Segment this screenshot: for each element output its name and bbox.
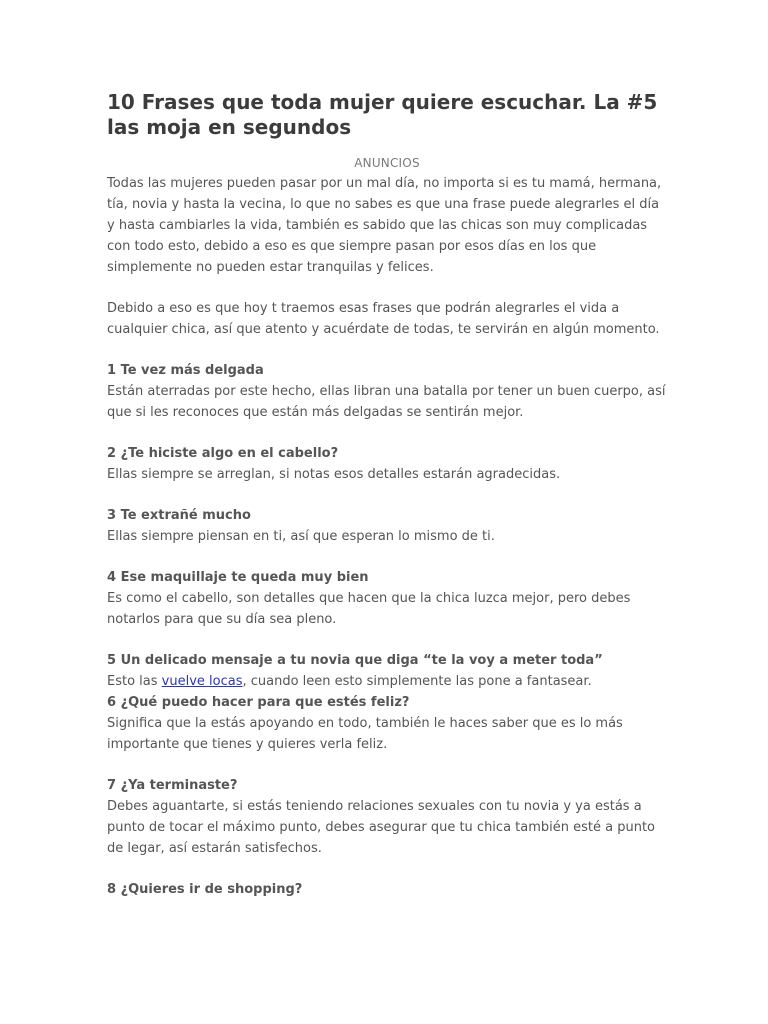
item-5-text-after-link: , cuando leen esto simplemente las pone a fantasear. (242, 674, 592, 689)
item-2-heading: 2 ¿Te hiciste algo en el cabello? (107, 446, 339, 461)
intro-paragraph-1: Todas las mujeres pueden pasar por un mal día, no importa si es tu mamá, hermana, tía, novia y hasta la vecina, lo que no sabes es que una frase puede alegrarles el día y hasta cambiarles la vida, también es sabido que las chicas son muy complicadas con todo esto, debido a eso es que siempre pasan por esos días en los que simplemente no pueden estar tranquilas y felices. (107, 176, 662, 275)
intro-paragraph-2: Debido a eso es que hoy t traemos esas frases que podrán alegrarles el vida a cualquier chica, así que atento y acuérdate de todas, te servirán en algún momento. (107, 301, 660, 337)
document-page (107, 90, 667, 900)
item-3-text: Ellas siempre piensan en ti, así que esperan lo mismo de ti. (107, 529, 495, 544)
item-1-text: Están aterradas por este hecho, ellas libran una batalla por tener un buen cuerpo, así que si les reconoces que están más delgadas se sentirán mejor. (107, 384, 666, 420)
item-6-text: Significa que la estás apoyando en todo, también le haces saber que es lo más importante que tienes y quieres verla feliz. (107, 716, 623, 752)
item-4-heading: 4 Ese maquillaje te queda muy bien (107, 570, 369, 585)
article-title: 10 Frases que toda mujer quiere escuchar. La #5 las moja en segundos (107, 90, 658, 139)
item-2-text: Ellas siempre se arreglan, si notas esos detalles estarán agradecidas. (107, 467, 561, 482)
item-5-heading: 5 Un delicado mensaje a tu novia que diga “te la voy a meter toda” (107, 653, 603, 668)
item-6-heading: 6 ¿Qué puedo hacer para que estés feliz? (107, 695, 410, 710)
item-3-heading: 3 Te extrañé mucho (107, 508, 251, 523)
item-7-text: Debes aguantarte, si estás teniendo relaciones sexuales con tu novia y ya estás a punto de tocar el máximo punto, debes asegurar que tu chica también esté a punto de legar, así estarán satisfechos. (107, 799, 656, 856)
item-7-heading: 7 ¿Ya terminaste? (107, 778, 238, 793)
ads-label: ANUNCIOS (354, 156, 420, 170)
item-5-text-before-link: Esto las (107, 674, 162, 689)
item-8-heading: 8 ¿Quieres ir de shopping? (107, 882, 303, 897)
item-4-text: Es como el cabello, son detalles que hacen que la chica luzca mejor, pero debes notarlos para que su día sea pleno. (107, 591, 631, 627)
item-5-text (107, 671, 667, 692)
vuelve-locas-link[interactable]: vuelve locas (161, 674, 243, 689)
item-1-heading: 1 Te vez más delgada (107, 363, 264, 378)
